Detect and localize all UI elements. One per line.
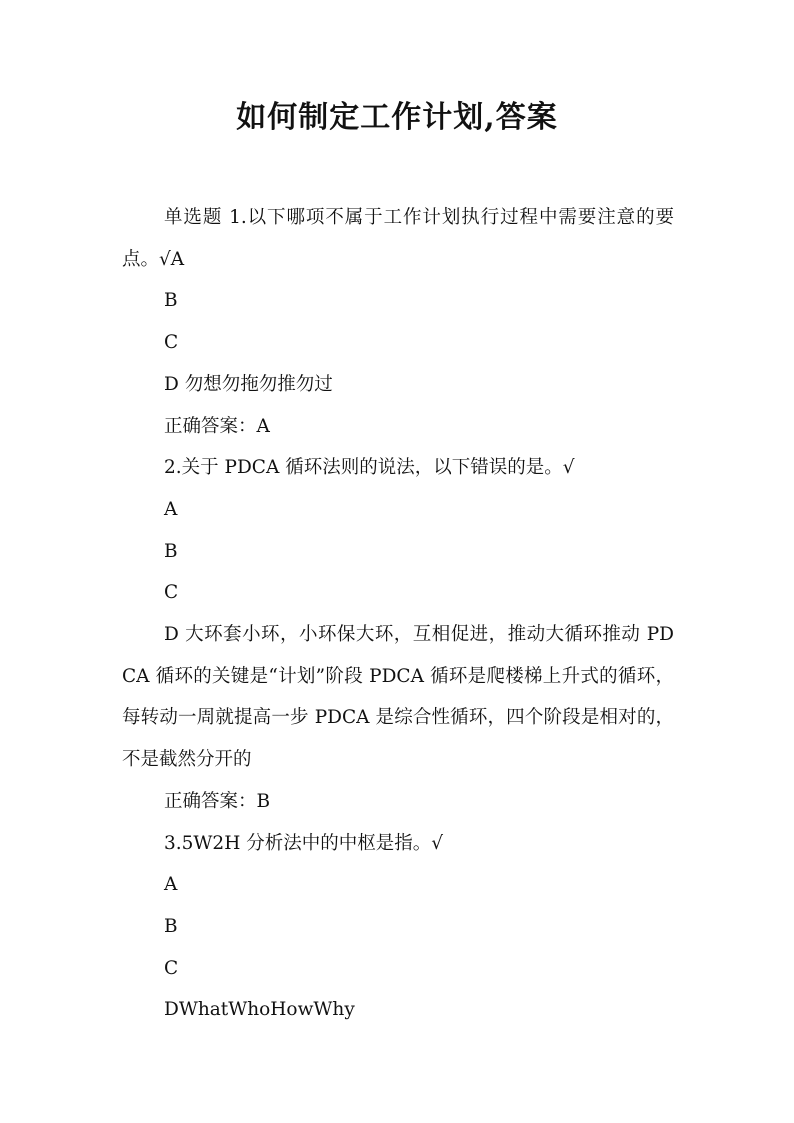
question-3-option-b: B [164,915,178,937]
question-1-option-b: B [164,290,178,312]
document-body [122,197,674,1031]
question-3-stem: 3.5W2H 分析法中的中枢是指。√ [164,832,444,854]
question-2-option-b: B [164,540,178,562]
question-1-answer: 正确答案：A [164,415,270,437]
question-3-option-c: C [164,957,179,979]
question-2-option-d: D 大环套小环，小环保大环，互相促进，推动大循环推动 PDCA 循环的关键是“计划”阶段 PDCA 循环是爬楼梯上升式的循环，每转动一周就提高一步 PDCA 是综合性循环，四个阶段是相对的，不是截然分开的 [122,624,674,771]
question-3-option-d: DWhatWhoHowWhy [164,999,355,1021]
question-1-option-c: C [164,332,179,354]
question-2-answer: 正确答案：B [164,790,271,812]
question-2-option-a: A [164,498,178,520]
question-1-stem: 单选题 1.以下哪项不属于工作计划执行过程中需要注意的要点。√A [122,207,674,270]
question-2-stem: 2.关于 PDCA 循环法则的说法，以下错误的是。√ [164,457,575,479]
question-3-option-a: A [164,874,178,896]
document-title: 如何制定工作计划,答案 [236,100,558,135]
question-2-option-c: C [164,582,179,604]
question-1-option-d: D 勿想勿拖勿推勿过 [164,373,333,395]
